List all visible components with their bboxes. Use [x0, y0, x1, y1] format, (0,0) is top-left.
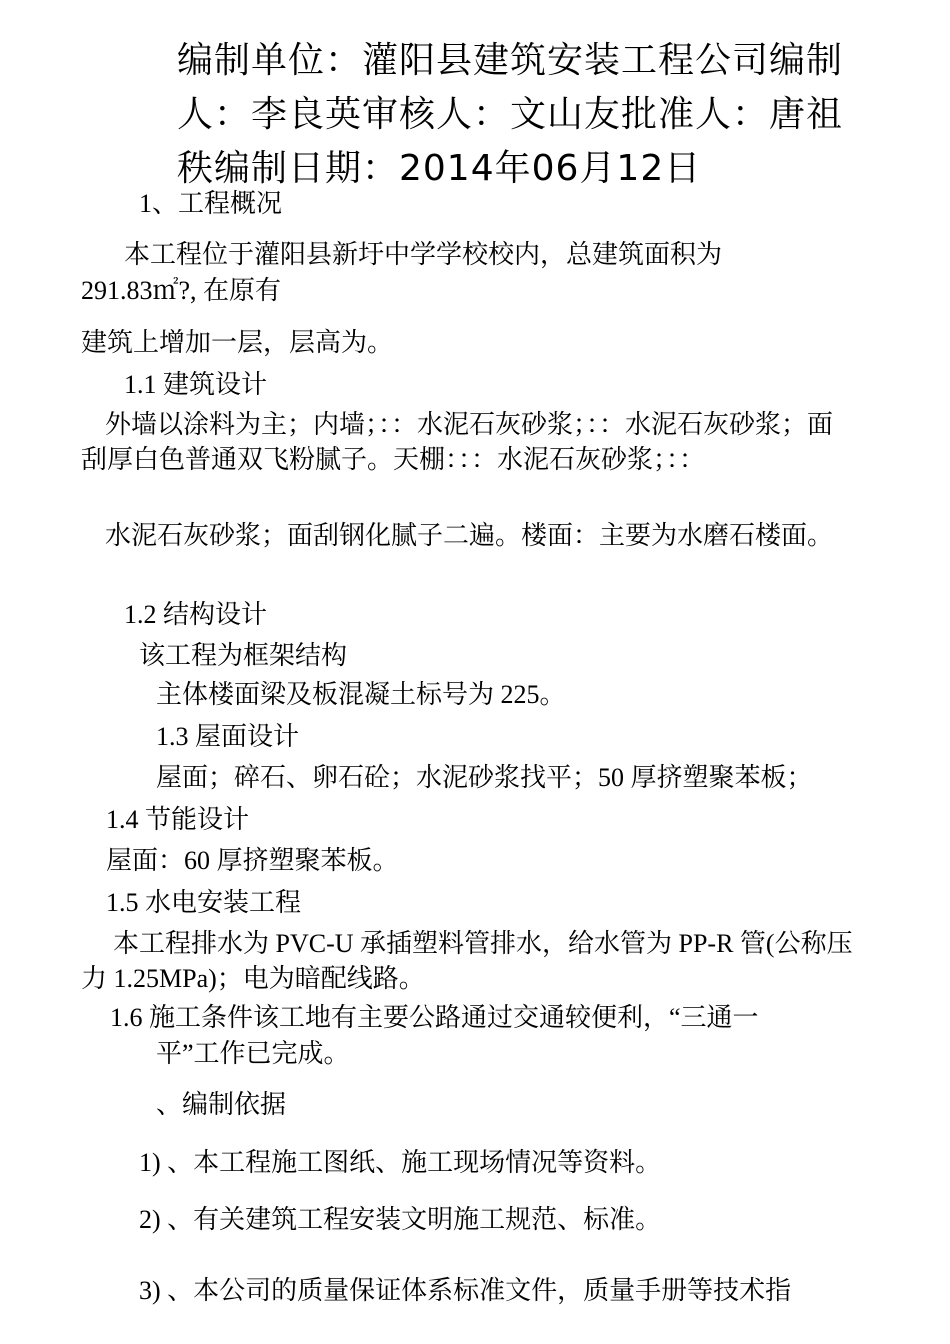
- subsection-title-roof: 1.3 屋面设计: [156, 722, 300, 751]
- subsection-title-energy: 1.4 节能设计: [106, 805, 250, 834]
- section-title-basis: 、编制依据: [156, 1090, 287, 1119]
- basis-item-1: 1) 、本工程施工图纸、施工现场情况等资料。: [139, 1148, 662, 1177]
- subsection-title-architecture: 1.1 建筑设计: [124, 370, 268, 399]
- overview-line-3: 建筑上增加一层，层高为。: [81, 328, 394, 357]
- structure-line-2: 主体楼面梁及板混凝土标号为 225。: [156, 680, 566, 709]
- roof-line-1: 屋面；碎石、卵石砼；水泥砂浆找平；50 厚挤塑聚苯板；: [156, 763, 813, 792]
- document-header: 编制单位：灌阳县建筑安装工程公司编制人：李良英审核人：文山友批准人：唐祖秩编制日期：2014年06月12日: [177, 40, 844, 189]
- overview-line-2: 291.83㎡?, 在原有: [81, 276, 282, 305]
- structure-line-1: 该工程为框架结构: [139, 641, 348, 670]
- architecture-paragraph-1: 外墙以涂料为主；内墙；：：水泥石灰砂浆；：：水泥石灰砂浆；面刮厚白色普通双飞粉腻子。天棚：：：水泥石灰砂浆；：：: [81, 410, 834, 474]
- section-title-overview: 1、工程概况: [139, 189, 283, 218]
- architecture-paragraph-2: 水泥石灰砂浆；面刮钢化腻子二遍。楼面：主要为水磨石楼面。: [105, 521, 834, 550]
- conditions-line-2: 平”工作已完成。: [156, 1039, 350, 1068]
- basis-item-3: 3) 、本公司的质量保证体系标准文件，质量手册等技术指: [139, 1276, 792, 1305]
- basis-item-2: 2) 、有关建筑工程安装文明施工规范、标准。: [139, 1205, 662, 1234]
- energy-line-1: 屋面：60 厚挤塑聚苯板。: [106, 846, 399, 875]
- subsection-title-mep: 1.5 水电安装工程: [106, 888, 302, 917]
- mep-paragraph: 本工程排水为 PVC-U 承插塑料管排水，给水管为 PP-R 管(公称压力 1.25MPa)；电为暗配线路。: [81, 929, 853, 993]
- overview-line-1: 本工程位于灌阳县新圩中学学校校内，总建筑面积为: [124, 240, 723, 269]
- subsection-title-structure: 1.2 结构设计: [124, 600, 268, 629]
- conditions-line-1: 1.6 施工条件该工地有主要公路通过交通较便利，“三通一: [110, 1003, 759, 1032]
